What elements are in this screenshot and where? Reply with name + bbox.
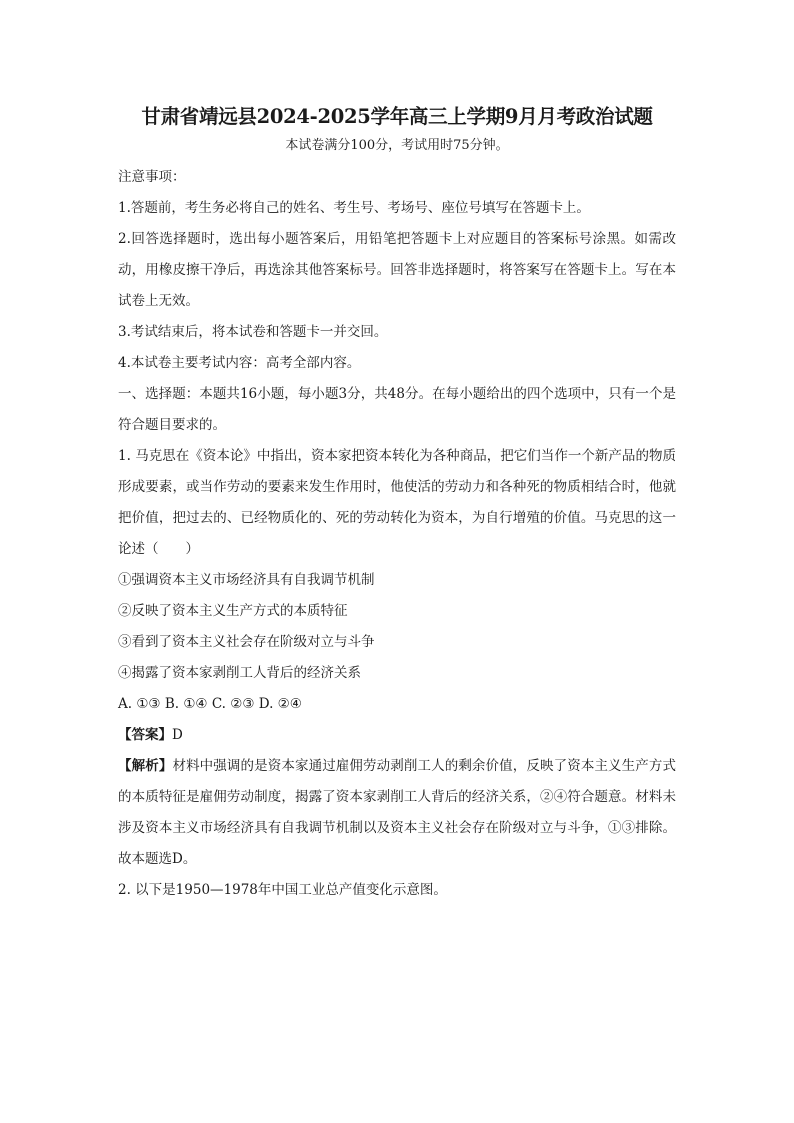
question-1-option-3: ③看到了资本主义社会存在阶级对立与斗争 [118,634,375,650]
answer-value: D [172,727,183,743]
question-1-stem: 1. 马克思在《资本论》中指出，资本家把资本转化为各种商品，把它们当作一个新产品的物质形成要素，或当作劳动的要素来发生作用时，他使活的劳动力和各种死的物质相结合时，他就把价值，把过去的、已经物质化的、死的劳动转化为资本，为自行增殖的价值。马克思的这一论述（ ） [118,448,676,557]
question-1-answer [118,720,676,751]
note-item-1: 1.答题前，考生务必将自己的姓名、考生号、考场号、座位号填写在答题卡上。 [118,200,590,216]
question-1-option-2: ②反映了资本主义生产方式的本质特征 [118,603,348,619]
question-1-option-4: ④揭露了资本家剥削工人背后的经济关系 [118,665,361,681]
answer-label: 【答案】 [118,727,172,743]
exam-page [118,100,676,906]
question-1-analysis [118,751,676,875]
analysis-text: 材料中强调的是资本家通过雇佣劳动剥削工人的剩余价值，反映了资本主义生产方式的本质特征是雇佣劳动制度，揭露了资本家剥削工人背后的经济关系，②④符合题意。材料未涉及资本主义市场经济具有自我调节机制以及资本主义社会存在阶级对立与斗争，①③排除。故本题选D。 [118,758,677,867]
page-title: 甘肃省靖远县2024-2025学年高三上学期9月月考政治试题 [141,105,653,128]
analysis-label: 【解析】 [118,758,173,774]
question-1-choices: A. ①③ B. ①④ C. ②③ D. ②④ [118,696,302,712]
exam-info: 本试卷满分100分，考试用时75分钟。 [285,138,509,153]
question-2-stem: 2. 以下是1950—1978年中国工业总产值变化示意图。 [118,882,447,898]
notes-heading: 注意事项： [118,169,186,185]
section-heading: 一、选择题：本题共16小题，每小题3分，共48分。在每小题给出的四个选项中，只有一个是符合题目要求的。 [118,386,676,433]
note-item-2: 2.回答选择题时，选出每小题答案后，用铅笔把答题卡上对应题目的答案标号涂黑。如需改动，用橡皮擦干净后，再选涂其他答案标号。回答非选择题时，将答案写在答题卡上。写在本试卷上无效。 [118,231,676,309]
note-item-4: 4.本试卷主要考试内容：高考全部内容。 [118,355,361,371]
note-item-3: 3.考试结束后，将本试卷和答题卡一并交回。 [118,324,388,340]
question-1-option-1: ①强调资本主义市场经济具有自我调节机制 [118,572,375,588]
